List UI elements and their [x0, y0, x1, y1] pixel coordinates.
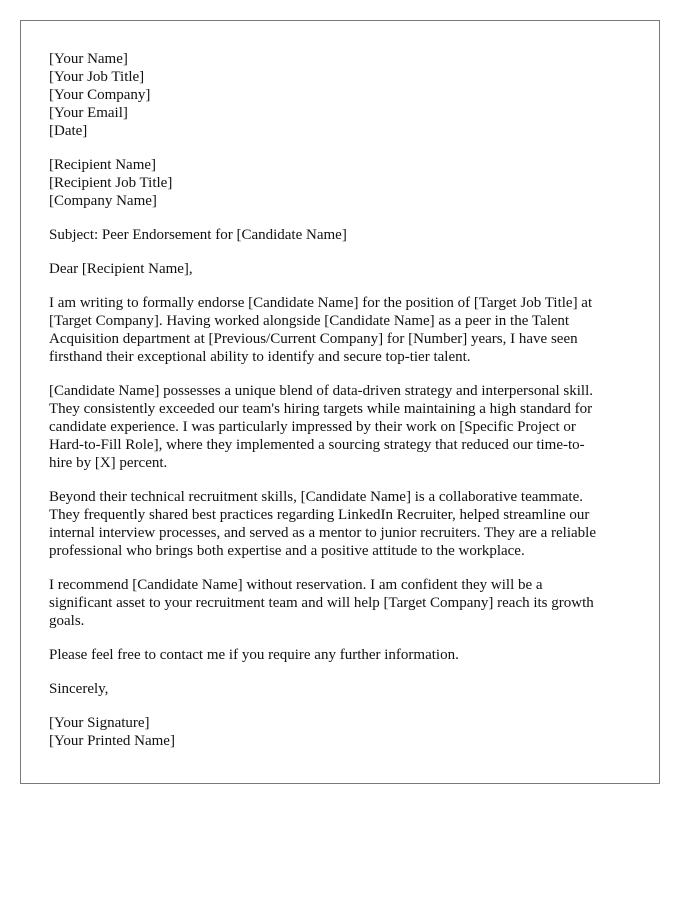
sender-company: [Your Company]: [49, 87, 151, 103]
paragraph-line: goals.: [49, 613, 85, 629]
sender-job-title: [Your Job Title]: [49, 69, 145, 85]
paragraph-line: I recommend [Candidate Name] without reservation. I am confident they will be a: [49, 577, 543, 593]
letter-page: [20, 20, 660, 784]
sender-block: [49, 50, 639, 140]
printed-name: [Your Printed Name]: [49, 733, 175, 749]
recipient-company: [Company Name]: [49, 193, 157, 209]
closing-text: Sincerely,: [49, 681, 109, 697]
paragraph-line: I am writing to formally endorse [Candidate Name] for the position of [Target Job Title] at: [49, 295, 593, 311]
sender-email: [Your Email]: [49, 105, 128, 121]
signature-block: [49, 714, 639, 750]
paragraph-line: Beyond their technical recruitment skills, [Candidate Name] is a collaborative teammate.: [49, 489, 583, 505]
recipient-job-title: [Recipient Job Title]: [49, 175, 173, 191]
subject-line: [49, 226, 639, 244]
signature-line: [Your Signature]: [49, 715, 150, 731]
paragraph-line: candidate experience. I was particularly impressed by their work on [Specific Project or: [49, 419, 576, 435]
body-paragraph-3: [49, 488, 639, 560]
subject-text: Subject: Peer Endorsement for [Candidate Name]: [49, 227, 347, 243]
paragraph-line: Acquisition department at [Previous/Current Company] for [Number] years, I have seen: [49, 331, 578, 347]
salutation: [49, 260, 639, 278]
recipient-name: [Recipient Name]: [49, 157, 157, 173]
paragraph-line: internal interview processes, and served as a mentor to junior recruiters. They are a reliable: [49, 525, 597, 541]
paragraph-line: [Candidate Name] possesses a unique blend of data-driven strategy and interpersonal skill.: [49, 383, 594, 399]
paragraph-line: Please feel free to contact me if you require any further information.: [49, 647, 459, 663]
letter-date: [Date]: [49, 123, 88, 139]
recipient-block: [49, 156, 639, 210]
paragraph-line: They consistently exceeded our team's hiring targets while maintaining a high standard for: [49, 401, 593, 417]
paragraph-line: firsthand their exceptional ability to identify and secure top-tier talent.: [49, 349, 471, 365]
body-paragraph-5: [49, 646, 639, 664]
salutation-text: Dear [Recipient Name],: [49, 261, 193, 277]
sender-name: [Your Name]: [49, 51, 128, 67]
closing: [49, 680, 639, 698]
paragraph-line: professional who brings both expertise and a positive attitude to the workplace.: [49, 543, 525, 559]
body-paragraph-4: [49, 576, 639, 630]
body-paragraph-1: [49, 294, 639, 366]
paragraph-line: [Target Company]. Having worked alongside [Candidate Name] as a peer in the Talent: [49, 313, 570, 329]
paragraph-line: They frequently shared best practices regarding LinkedIn Recruiter, helped streamline our: [49, 507, 590, 523]
body-paragraph-2: [49, 382, 639, 472]
paragraph-line: significant asset to your recruitment team and will help [Target Company] reach its growth: [49, 595, 594, 611]
letter-content: [49, 50, 639, 750]
paragraph-line: hire by [X] percent.: [49, 455, 168, 471]
paragraph-line: Hard-to-Fill Role], where they implemented a sourcing strategy that reduced our time-to-: [49, 437, 585, 453]
